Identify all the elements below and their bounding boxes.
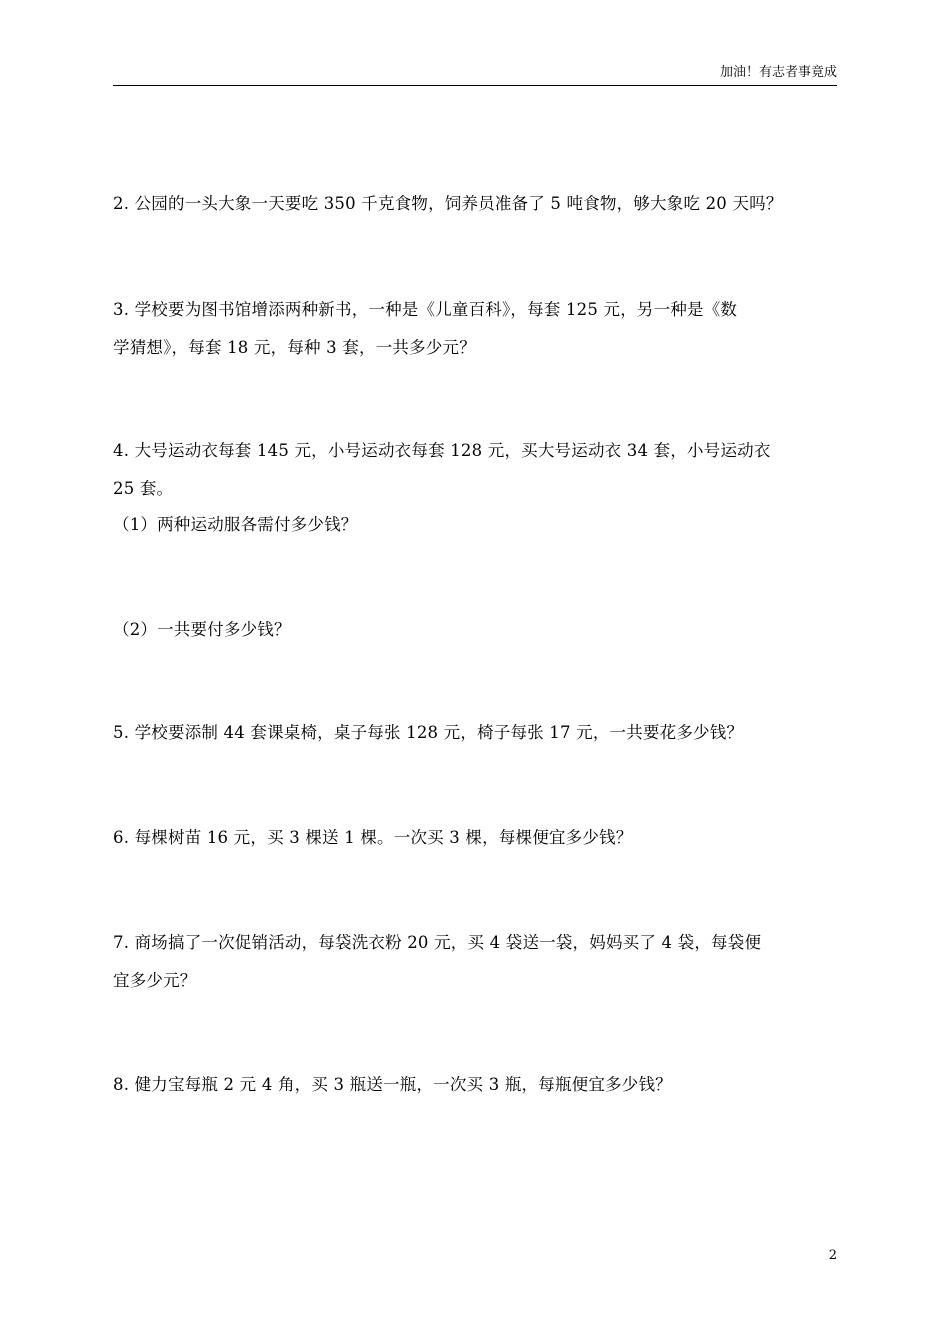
question-2-line-1: 2. 公园的一头大象一天要吃 350 千克食物，饲养员准备了 5 吨食物，够大象吃 20 天吗？ bbox=[113, 194, 783, 213]
question-4-line-1: 4. 大号运动衣每套 145 元，小号运动衣每套 128 元，买大号运动衣 34 套，小号运动衣 bbox=[113, 441, 771, 460]
question-3-line-2: 学猜想》，每套 18 元，每种 3 套，一共多少元？ bbox=[113, 338, 476, 357]
header-divider bbox=[113, 85, 837, 86]
question-6-line-1: 6. 每棵树苗 16 元，买 3 棵送 1 棵。一次买 3 棵，每棵便宜多少钱？ bbox=[113, 828, 633, 847]
question-4-sub-1: （1）两种运动服各需付多少钱？ bbox=[113, 515, 358, 534]
question-4-sub-2: （2）一共要付多少钱？ bbox=[113, 620, 291, 639]
page-number: 2 bbox=[828, 1248, 837, 1263]
question-7-line-2: 宜多少元？ bbox=[113, 971, 197, 990]
question-4-line-2: 25 套。 bbox=[113, 479, 174, 498]
header-motto: 加油！有志者事竟成 bbox=[719, 65, 837, 80]
question-8-line-1: 8. 健力宝每瓶 2 元 4 角，买 3 瓶送一瓶，一次买 3 瓶，每瓶便宜多少钱？ bbox=[113, 1075, 672, 1094]
question-7-line-1: 7. 商场搞了一次促销活动，每袋洗衣粉 20 元，买 4 袋送一袋，妈妈买了 4 袋，每袋便 bbox=[113, 933, 762, 952]
question-3-line-1: 3. 学校要为图书馆增添两种新书，一种是《儿童百科》，每套 125 元，另一种是《数 bbox=[113, 300, 738, 319]
question-5-line-1: 5. 学校要添制 44 套课桌椅，桌子每张 128 元，椅子每张 17 元，一共要花多少钱？ bbox=[113, 723, 744, 742]
